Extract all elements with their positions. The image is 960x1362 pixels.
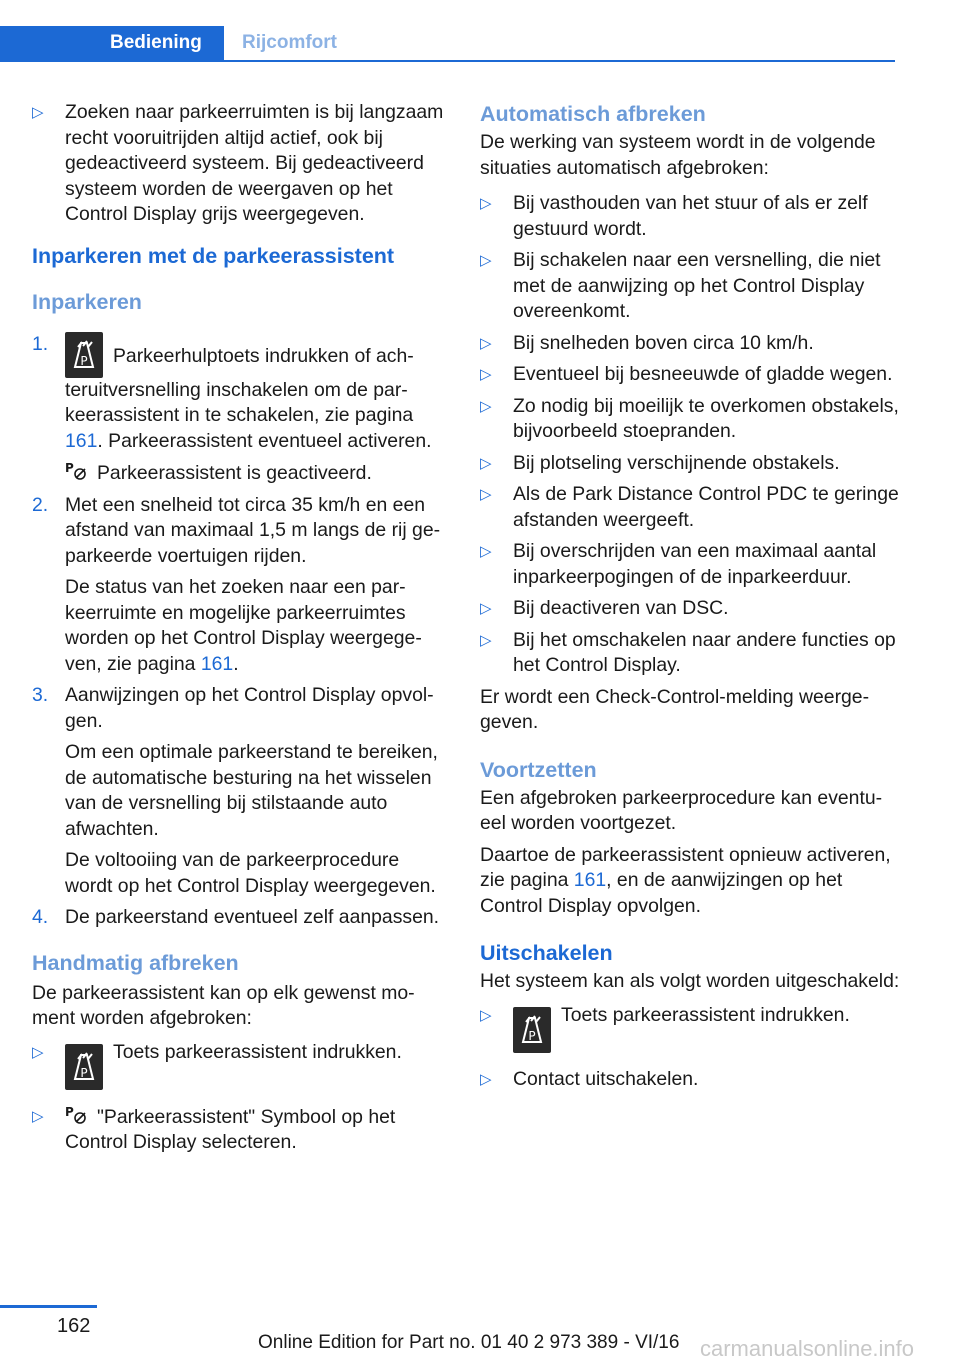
- list-item: ▷ Bij overschrijden van een maximaal aantal inparkeerpogingen of de inparkeerduur.: [480, 540, 877, 588]
- list-item: ▷ P "Parkeerassistent" Symbool op het Control Display selecteren.: [32, 1104, 396, 1153]
- list-item: ▷ Bij het omschakelen naar andere functies op het Control Display.: [480, 628, 896, 676]
- tab-rijcomfort[interactable]: Rijcomfort: [242, 32, 337, 53]
- triangle-right-icon: ▷: [480, 600, 492, 617]
- triangle-right-icon: ▷: [32, 1043, 44, 1061]
- left-column: ▷ Zoeken naar parkeerruimten is bij langzaam recht vooruitrijden altijd actief, ook bij gedeactiveerd systeem. Bij gedeactiveerd systeem worden de weergaven op het Control Display grijs weergegeven. Inparkeren met de parkeerassistent Inparkeren 1. P Parkeerhulptoets indrukken of achteruitversnelling inschakelen om de parkeerassistent in te schakelen, zie pagina 161. Parkeerassistent eventueel activeren. P Parkeerassistent is geactiveerd. 2. Met een snelheid tot circa 35 km/h en een afstand van maximaal 1,5 m langs de rij geparkeerde voertuigen rijden. De status van het zoeken naar een parkeerruimte en mogelijke parkeerruimtes worden op het Control Display weergegeven, zie pagina 161. 3. Aanwijzingen op het Control Display opvolgen. Om een optimale parkeerstand te bereiken, de automatische besturing na het wisselen van de versnelling bij stilstaande auto afwachten. De voltooiing van de parkeerprocedure wordt op het Control Display weergegeven. 4. De parkeerstand eventueel zelf aanpassen. Handmatig afbreken De parkeerassistent kan op elk gewenst moment worden afgebroken: ▷ P Toets parkeerassistent indrukken. ▷ P "Parkeerassistent" Symbool op het Control Display selecteren.: [32, 100, 450, 1162]
- list-item: ▷ Zo nodig bij moeilijk te overkomen obstakels, bijvoorbeeld stoepranden.: [480, 394, 899, 442]
- subsection-heading: Uitschakelen: [480, 941, 613, 965]
- subsection-heading: Inparkeren: [32, 289, 142, 314]
- page-link[interactable]: 161: [65, 429, 98, 452]
- step-2: 2. Met een snelheid tot circa 35 km/h en een afstand van maximaal 1,5 m langs de rij geparkeerde voertuigen rijden. De status van het zoeken naar een parkeerruimte en mogelijke parkeerruimtes worden op het Control Display weergegeven, zie pagina 161.: [32, 493, 441, 675]
- triangle-right-icon: ▷: [480, 454, 492, 472]
- svg-text:P: P: [65, 1104, 74, 1119]
- edition-text: Online Edition for Part no. 01 40 2 973 389 - VI/16: [258, 1332, 680, 1353]
- triangle-right-icon: ▷: [480, 631, 492, 649]
- page-link[interactable]: 161: [200, 652, 234, 675]
- triangle-right-icon: ▷: [32, 1107, 44, 1125]
- svg-text:P: P: [528, 1028, 536, 1043]
- list-item: ▷ Contact uitschakelen.: [480, 1067, 900, 1093]
- triangle-right-icon: ▷: [480, 252, 492, 269]
- list-item: ▷ Bij vasthouden van het stuur of als er zelf gestuurd wordt.: [480, 192, 868, 240]
- list-item: ▷ Als de Park Distance Control PDC te geringe afstanden weergeeft.: [480, 483, 899, 531]
- list-item: ▷ Bij deactiveren van DSC.: [480, 596, 900, 622]
- triangle-right-icon: ▷: [32, 104, 44, 121]
- list-item: ▷ Bij schakelen naar een versnelling, die niet met de aanwijzing op het Control Display overeenkomt.: [480, 249, 881, 322]
- svg-text:P: P: [80, 1065, 88, 1080]
- subsection-heading: Automatisch afbreken: [480, 102, 706, 126]
- parking-assist-button-icon: [513, 1007, 551, 1053]
- header-divider: [0, 60, 895, 62]
- list-item: ▷ P Toets parkeerassistent indrukken.: [32, 1040, 450, 1090]
- watermark: carmanualsonline.info: [700, 1336, 915, 1361]
- page-number: 162: [57, 1315, 91, 1337]
- step-3: 3. Aanwijzingen op het Control Display opvolgen. Om een optimale parkeerstand te bereiken, de automatische besturing na het wisselen van de versnelling bij stilstaande auto afwachten. De voltooiing van de parkeerprocedure wordt op het Control Display weergegeven.: [32, 684, 438, 897]
- svg-text:P: P: [65, 461, 74, 475]
- list-item: ▷ P Toets parkeerassistent indrukken.: [480, 1003, 900, 1053]
- section-heading: Inparkeren met de parkeerassistent: [32, 243, 395, 268]
- subsection-heading: Voortzetten: [480, 757, 597, 782]
- step-1: 1. P Parkeerhulptoets indrukken of achteruitversnelling inschakelen om de parkeerassistent in te schakelen, zie pagina 161. Parkeerassistent eventueel activeren. P Parkeerassistent is geactiveerd.: [32, 332, 432, 484]
- parking-assist-symbol-icon: [65, 1104, 91, 1126]
- parking-assist-button-icon: [65, 1044, 103, 1090]
- step-4: 4. De parkeerstand eventueel zelf aanpassen.: [32, 906, 440, 928]
- parking-assist-button-icon: [65, 332, 103, 378]
- list-item: ▷ Zoeken naar parkeerruimten is bij langzaam recht vooruitrijden altijd actief, ook bij gedeactiveerd systeem. Bij gedeactiveerd systeem worden de weergaven op het Control Display grijs weergegeven.: [32, 101, 444, 225]
- list-item: ▷ Bij snelheden boven circa 10 km/h.: [480, 331, 900, 357]
- triangle-right-icon: ▷: [480, 1070, 492, 1088]
- step-number: 1.: [32, 332, 49, 355]
- header-tabbar: [0, 26, 895, 62]
- page-link[interactable]: 161: [573, 869, 607, 891]
- tab-bediening[interactable]: Bediening: [0, 26, 224, 60]
- parking-assist-symbol-icon: [65, 460, 91, 482]
- triangle-right-icon: ▷: [480, 195, 492, 212]
- footer-divider: [0, 1305, 97, 1308]
- triangle-right-icon: ▷: [480, 543, 492, 560]
- subsection-heading: Handmatig afbreken: [32, 950, 239, 975]
- triangle-right-icon: ▷: [480, 366, 492, 383]
- right-column: Automatisch afbreken De werking van systeem wordt in de volgende situaties automatisch afgebroken: ▷ Bij vasthouden van het stuur of als er zelf gestuurd wordt. ▷ Bij schakelen naar een versnelling, die niet met de aanwijzing op het Control Display overeenkomt. ▷ Bij snelheden boven circa 10 km/h. ▷ Eventueel bij besneeuwde of gladde wegen. ▷ Zo nodig bij moeilijk te overkomen obstakels, bijvoorbeeld stoepranden. ▷ Bij plotseling verschijnende obstakels. ▷ Als de Park Distance Control PDC te geringe afstanden weergeeft. ▷ Bij overschrijden van een maximaal aantal inparkeerpogingen of de inparkeerduur. ▷ Bij deactiveren van DSC. ▷ Bij het omschakelen naar andere functies op het Control Display. Er wordt een Check-Control-melding weergegeven. Voortzetten Een afgebroken parkeerprocedure kan eventueel worden voortgezet. Daartoe de parkeerassistent opnieuw activeren, zie pagina 161, en de aanwijzingen op het Control Display opvolgen. Uitschakelen Het systeem kan als volgt worden uitgeschakeld: ▷ P Toets parkeerassistent indrukken. ▷ Contact uitschakelen.: [480, 100, 900, 1098]
- triangle-right-icon: ▷: [480, 486, 492, 503]
- triangle-right-icon: ▷: [480, 334, 492, 352]
- triangle-right-icon: ▷: [480, 397, 492, 415]
- list-item: ▷ Eventueel bij besneeuwde of gladde wegen.: [480, 362, 900, 388]
- triangle-right-icon: ▷: [480, 1006, 492, 1024]
- list-item: ▷ Bij plotseling verschijnende obstakels.: [480, 451, 900, 477]
- auto-bullet-list: [480, 191, 900, 679]
- svg-text:P: P: [80, 353, 88, 368]
